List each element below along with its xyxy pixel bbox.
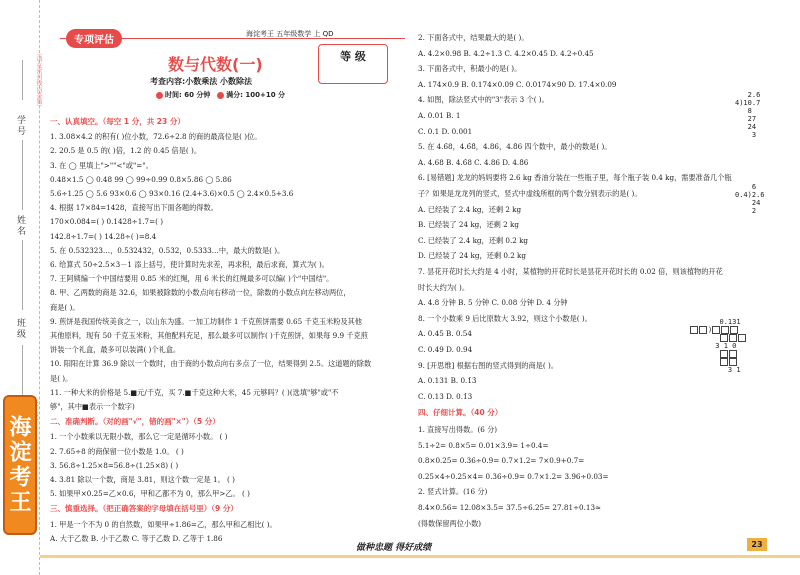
page-title: 数与代数(一) xyxy=(168,55,263,74)
division-figure-q6: 6 0.4)2.6 24 2 xyxy=(735,183,765,215)
question-line: 商是( )。 xyxy=(50,302,80,312)
question-line: 1. 一个小数乘以无限小数，那么它一定是循环小数。 ( ) xyxy=(50,432,228,442)
question-line: (得数保留两位小数) xyxy=(418,518,482,528)
question-line: 4. 如图，除法竖式中的"3"表示 3 个( )。 xyxy=(418,95,549,105)
question-line: 8. 甲、乙两数的商是 32.6，如果被除数的小数点向右移动一位，除数的小数点向左移动两位， xyxy=(50,288,351,298)
question-line: 4. 3.81 除以一个数，商是 3.81，则这个数一定是 1。 ( ) xyxy=(50,475,235,484)
question-line: 1. 3.08×4.2 的积有( )位小数，72.6÷2.8 的商的最高位是( )位。 xyxy=(50,132,262,142)
question-line: 8. 一个小数乘 9 后比原数大 3.92，则这个小数是( )。 xyxy=(418,313,592,323)
question-line: 2. 7.65÷8 的商保留一位小数是 1.0。 ( ) xyxy=(50,446,184,456)
margin-label-class: 班级 xyxy=(15,318,25,340)
score-label: 满分: 100+10 分 xyxy=(226,91,286,99)
margin-line xyxy=(22,140,23,210)
question-line: 1. 直接写出得数。(6 分) xyxy=(418,425,498,434)
section-heading: 一、认真填空。（每空 1 分，共 23 分） xyxy=(50,117,185,126)
grade-label: 等 级 xyxy=(340,50,366,63)
question-line: 0.8×0.25= 0.36÷0.9= 0.7×1.2= 7×0.9+0.7= xyxy=(418,456,585,466)
question-line: 11. 一种大米的价格是 5.■元/千克，买 7.■千克这种大米，45 元够吗？( )(选填"够"或"不 xyxy=(50,387,339,397)
margin-line xyxy=(22,345,23,395)
question-line: 是( )。 xyxy=(50,373,73,383)
section-heading: 三、慎重选择。（把正确答案的字母填在括号里）（9 分） xyxy=(50,504,238,514)
section-badge: 专项评估 xyxy=(66,29,122,48)
question-line: 2. 下面各式中，结果最大的是( )。 xyxy=(418,33,529,42)
score-icon xyxy=(217,92,224,99)
margin-note: （请在密封线内答题） xyxy=(35,50,42,110)
grade-box xyxy=(318,44,388,84)
question-line: 够"，其中■表示一个数字) xyxy=(50,402,135,411)
question-line: D. 已经装了 24 kg，还剩 0.2 kg xyxy=(418,251,527,261)
question-line: 5.1÷2= 0.8×5= 0.01×3.9= 1÷0.4= xyxy=(418,440,549,450)
question-line: 3. 下面各式中，积最小的是( )。 xyxy=(418,64,522,74)
question-line: 5. 在 4.6̇8，4.6̇8̇，4.86，4.8̇6 四个数中，最小的数是( )。 xyxy=(418,142,612,152)
question-line: 0.25×4÷0.25×4= 0.36÷0.9= 0.7×1.2= 3.96÷0.03= xyxy=(418,471,609,481)
margin-label-name: 姓名 xyxy=(15,215,25,237)
question-line: 9. 煎饼是我国传统美食之一，以山东为盛。一加工坊制作 1 千克煎饼需要 0.65 千克玉米粉及其他 xyxy=(50,316,362,326)
question-line: A. 4.8 分钟 B. 5 分钟 C. 0.08 分钟 D. 4 分钟 xyxy=(418,298,568,308)
question-line: 5.6÷1.25 ◯ 5.6 93×0.6 ◯ 93×0.16 (2.4+3.6)×0.5 ◯ 2.4×0.5+3.6 xyxy=(50,189,294,198)
question-line: C. 0.1 D. 0.001 xyxy=(418,126,473,136)
question-line: 2. 竖式计算。(16 分) xyxy=(418,487,488,497)
question-line: A. 174×0.9 B. 0.174×0.09 C. 0.0174×90 D. 17.4×0.09 xyxy=(418,79,617,89)
page-number: 23 xyxy=(747,538,767,551)
division-figure-q9: 0.131 ) 3 1 0 3 1 xyxy=(690,318,747,374)
question-line: 饼装一个礼盒，最多可以装满( )个礼盒。 xyxy=(50,345,181,355)
footer-slogan: 做种忠题 得好成绩 xyxy=(356,543,432,553)
bottom-bar xyxy=(40,555,800,558)
question-line: B. 已经装了 24 kg，还剩 2 kg xyxy=(418,220,519,230)
question-line: 3. 56.8÷1.25×8=56.8÷(1.25×8) ( ) xyxy=(50,460,179,470)
question-line: C. 0.13 D. 0.1̇3 xyxy=(418,391,473,401)
brand-logo: 海淀考王 xyxy=(3,395,37,535)
question-line: 2. 20.5 是 0.5 的( )倍，1.2 的 0.45 倍是( )。 xyxy=(50,146,202,156)
question-line: 5. 如果甲×0.25=乙×0.6，甲和乙都不为 0，那么甲>乙。 ( ) xyxy=(50,489,250,499)
question-line: 3. 在 ◯ 里填上">""<"或"="。 xyxy=(50,160,153,170)
question-line: 8.4×0.56= 12.08×3.5= 37.5÷6.25= 27.81÷0.13≈ xyxy=(418,503,602,512)
margin-line xyxy=(22,240,23,310)
question-line: 170×0.084=( ) 0.1428÷1.7=( ) xyxy=(50,217,164,227)
margin-line xyxy=(22,60,23,100)
question-line: A. 0.45 B. 0.54 xyxy=(418,329,472,339)
question-line: A. 0.131 B. 0.1̇3̇ xyxy=(418,376,477,386)
question-line: 0.48×1.5 ◯ 0.48 99 ◯ 99÷0.99 0.8×5.86 ◯ 5.86 xyxy=(50,174,232,184)
question-line: 子？如果是龙龙列的竖式，竖式中虚线所框的两个数分别表示的是( )。 xyxy=(418,189,642,198)
question-line: 10. 阳阳在计算 36.9 除以一个数时，由于商的小数点向右多点了一位，结果得到 2.5。这道题的除数 xyxy=(50,359,372,369)
series-info: 海淀考王 五年级数学 上 QD xyxy=(246,30,334,38)
question-line: 6. 给算式 50÷2.5×3－1 添上括号，使计算时先求差，再求积，最后求商，算式为( )。 xyxy=(50,260,329,269)
question-line: A. 0.01 B. 1 xyxy=(418,111,461,120)
content-scope: 考查内容:小数乘法 小数除法 xyxy=(150,77,252,86)
question-line: A. 4.68 B. 4.6̇8 C. 4.86 D. 4.8̇6 xyxy=(418,157,529,167)
division-figure-q4: 2.6 4)10.7 8 27 24 3 xyxy=(735,91,761,139)
question-line: C. 已经装了 2.4 kg，还剩 0.2 kg xyxy=(418,235,529,245)
question-line: 时长大约为( )。 xyxy=(418,282,470,292)
question-line: 4. 根据 17×84=1428，直接写出下面各题的得数。 xyxy=(50,203,218,213)
section-heading: 四、仔细计算。（40 分） xyxy=(418,408,503,418)
question-line: 7. 王阿姨编一个中国结要用 0.85 米的红绳，用 6 米长的红绳最多可以编( )个"中国结"。 xyxy=(50,274,334,284)
question-line: A. 大于乙数 B. 小于乙数 C. 等于乙数 D. 乙等于 1.86 xyxy=(50,533,223,543)
exam-meta xyxy=(156,90,285,100)
time-label: 时间: 60 分钟 xyxy=(165,91,211,99)
question-line: 7. 昙花开花时长大约是 4 小时，某植物的开花时长是昙花开花时长的 0.02 倍，则该植物的开花 xyxy=(418,267,723,276)
margin-label-student-no: 学号 xyxy=(15,115,25,137)
section-heading: 二、准确判断。（对的画"√"，错的画"×"）（5 分） xyxy=(50,417,220,427)
question-line: C. 0.49 D. 0.94 xyxy=(418,345,473,354)
question-line: A. 4.2×0.98 B. 4.2÷1.3 C. 4.2×0.45 D. 4.2÷0.45 xyxy=(418,48,594,58)
question-line: A. 已经装了 2.4 kg，还剩 2 kg xyxy=(418,204,522,214)
question-line: 9. [开思维] 根据右图的竖式得到的商是( )。 xyxy=(418,360,558,370)
question-line: 142.8÷1.7=( ) 14.28÷( )=8.4 xyxy=(50,231,157,241)
question-line: 6. [易错题] 龙龙的妈妈要将 2.6 kg 香油分装在一些瓶子里，每个瓶子装 0.4 kg，需要准备几个瓶 xyxy=(418,173,732,183)
clock-icon xyxy=(156,92,163,99)
question-line: 1. 甲是一个不为 0 的自然数，如果甲÷1.86=乙，那么甲和乙相比( )。 xyxy=(50,519,277,529)
question-line: 5. 在 0.532323…，0.532432，0.532，0.5333…中，最大的数是( )。 xyxy=(50,245,285,255)
question-line: 其他原料，现有 50 千克玉米粉，其他配料充足，那么最多可以制作( )千克煎饼，如果每 9.9 千克煎 xyxy=(50,331,368,340)
